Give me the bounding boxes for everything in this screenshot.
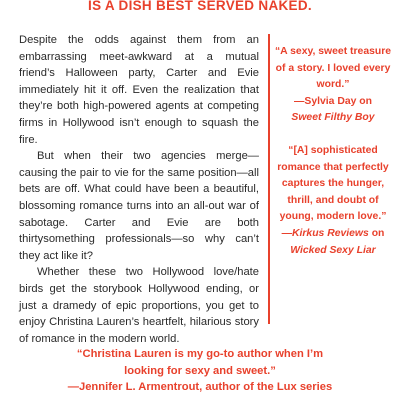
blurb-attribution-on: on — [368, 227, 385, 239]
blurb-book-title: Sweet Filthy Boy — [291, 112, 375, 124]
description-paragraph-2: But when their two agencies merge—causing the pair to vie for the same position—all bets are off. What could have been a beautiful, blossoming romance turns into an all-out war of sabotage. Carter and Evie are both thirtysomething professionals—so why can’t they act like it? — [19, 150, 259, 262]
blurb-attribution — [273, 94, 393, 127]
sidebar-divider — [268, 34, 270, 324]
blurb-attribution — [273, 226, 393, 259]
featured-praise — [0, 346, 400, 396]
headline: IS A DISH BEST SERVED NAKED. — [88, 0, 312, 13]
featured-quote-line-1: “Christina Lauren is my go-to author when I’m — [76, 348, 324, 360]
featured-attribution: —Jennifer L. Armentrout, author of the Lux series — [67, 381, 333, 394]
blurb-attribution-text: —Sylvia Day on — [294, 95, 372, 107]
praise-blurb-sylvia-day — [273, 44, 393, 127]
blurb-source: —Kirkus Reviews — [281, 227, 369, 239]
featured-quote-line-2: looking for sexy and sweet.” — [124, 364, 276, 377]
blurb-quote: “[A] sophisticated romance that perfectly captures the hunger, thrill, and doubt of young, modern love.” — [277, 144, 389, 223]
book-description — [19, 32, 259, 347]
praise-sidebar — [273, 44, 393, 259]
description-paragraph-3: Whether these two Hollywood love/hate birds get the storybook Hollywood ending, or just a dramedy of epic proportions, you get to enjoy Christina Lauren’s heartfelt, hilarious story of romance in the modern world. — [19, 266, 259, 345]
blurb-quote: “A sexy, sweet treasure of a story. I loved every word.” — [274, 46, 392, 91]
blurb-book-title: Wicked Sexy Liar — [290, 244, 376, 256]
praise-blurb-kirkus — [273, 143, 393, 259]
description-paragraph-1: Despite the odds against them from an embarrassing meet-awkward at a mutual friend’s Halloween party, Carter and Evie immediately hit it off. Even the realization that they’re both high-powered agents at competing firms in Hollywood isn’t enough to squash the fire. — [19, 34, 259, 146]
